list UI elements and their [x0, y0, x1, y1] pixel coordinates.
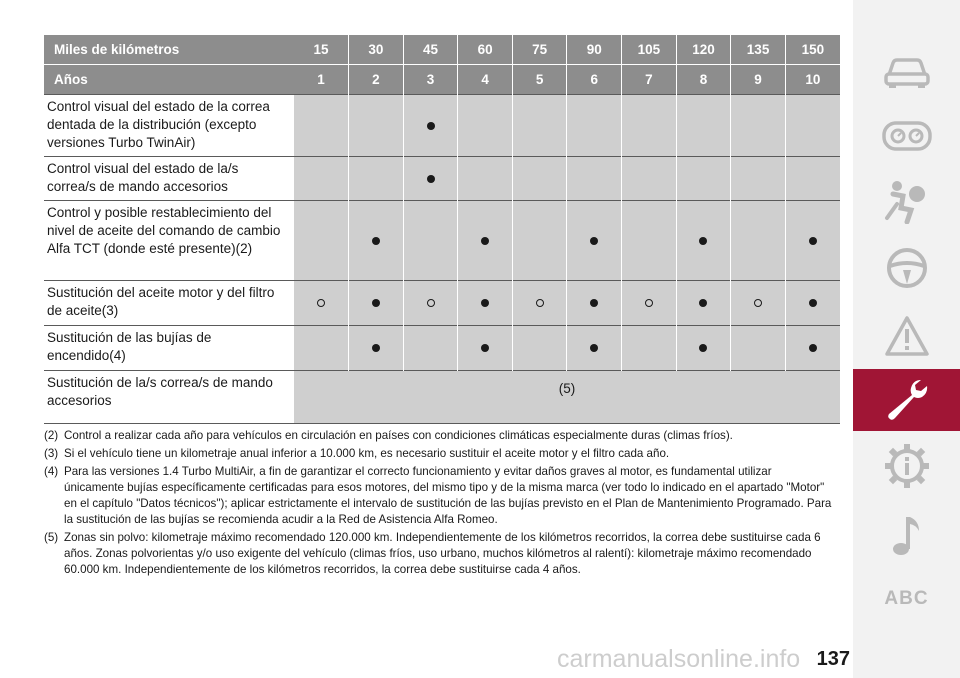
schedule-cell — [567, 326, 622, 371]
schedule-cell — [567, 95, 622, 157]
chapter-sidebar — [853, 0, 960, 678]
schedule-cell — [731, 95, 786, 157]
schedule-cell — [731, 281, 786, 326]
schedule-cell — [349, 157, 404, 201]
table-row — [44, 95, 840, 157]
filled-dot-icon — [481, 344, 489, 352]
schedule-cell — [676, 95, 731, 157]
hollow-dot-icon — [427, 299, 435, 307]
schedule-cell — [458, 201, 513, 281]
schedule-cell — [403, 201, 458, 281]
sidebar-item-emergency[interactable] — [853, 305, 960, 367]
hollow-dot-icon — [536, 299, 544, 307]
table-row — [44, 281, 840, 326]
footnote-text: Si el vehículo tiene un kilometraje anual inferior a 10.000 km, es necesario sustituir el aceite motor y el filtro cada año. — [64, 447, 670, 460]
sidebar-item-multimedia[interactable] — [853, 504, 960, 566]
schedule-cell — [567, 157, 622, 201]
schedule-cell — [731, 157, 786, 201]
hollow-dot-icon — [317, 299, 325, 307]
schedule-cell — [294, 201, 349, 281]
sidebar-item-car[interactable] — [853, 40, 960, 102]
footnote-number: (3) — [44, 447, 59, 460]
filled-dot-icon — [809, 299, 817, 307]
schedule-cell — [349, 326, 404, 371]
hollow-dot-icon — [645, 299, 653, 307]
row-description: Sustitución de la/s correa/s de mando accesorios — [44, 371, 294, 424]
footnote-number: (5) — [44, 531, 59, 544]
schedule-cell — [294, 157, 349, 201]
schedule-cell — [294, 326, 349, 371]
filled-dot-icon — [590, 299, 598, 307]
header-km-value: 105 — [622, 35, 677, 65]
sidebar-item-safety[interactable] — [853, 170, 960, 232]
header-km-value: 135 — [731, 35, 786, 65]
header-km-value: 75 — [512, 35, 567, 65]
schedule-cell — [622, 201, 677, 281]
footnote-number: (4) — [44, 465, 59, 478]
schedule-cell — [622, 281, 677, 326]
schedule-cell — [458, 95, 513, 157]
schedule-cell — [512, 326, 567, 371]
filled-dot-icon — [372, 344, 380, 352]
merged-interval-cell: (5) — [294, 371, 840, 424]
sidebar-item-technical-data[interactable] — [853, 435, 960, 497]
filled-dot-icon — [372, 299, 380, 307]
warning-triangle-icon — [884, 315, 930, 357]
header-km-label: Miles de kilómetros — [44, 35, 294, 65]
schedule-cell — [676, 281, 731, 326]
schedule-cell — [731, 201, 786, 281]
footnote-text: Para las versiones 1.4 Turbo MultiAir, a fin de garantizar el correcto funcionamiento y evitar daños graves al motor, es fundamental utilizar únicamente bujías específicamente certificadas para esos motores, del mismo tipo y de la misma marca (ver todo lo indicado en el apartado "Motor" en el capítulo "Datos técnicos"); aplicar estrictamente el intervalo de sustitución de las bujías previsto en el Plan de Mantenimiento Programado. Para la sustitución de las bujías se recomienda acudir a la Red de Asistencia Alfa Romeo. — [64, 465, 832, 526]
maintenance-schedule-table — [44, 35, 840, 424]
schedule-cell — [622, 157, 677, 201]
sidebar-item-dashboard[interactable] — [853, 105, 960, 167]
schedule-cell — [349, 281, 404, 326]
sidebar-item-maintenance[interactable] — [853, 369, 960, 431]
filled-dot-icon — [372, 237, 380, 245]
schedule-cell — [403, 157, 458, 201]
passenger-airbag-icon — [883, 178, 931, 224]
schedule-cell — [403, 326, 458, 371]
schedule-cell — [512, 201, 567, 281]
filled-dot-icon — [427, 122, 435, 130]
schedule-cell — [512, 157, 567, 201]
sidebar-item-driving[interactable] — [853, 237, 960, 299]
header-year-value: 9 — [731, 65, 786, 95]
header-years-label: Años — [44, 65, 294, 95]
header-km-value: 60 — [458, 35, 513, 65]
filled-dot-icon — [427, 175, 435, 183]
footnote-number: (2) — [44, 429, 59, 442]
schedule-cell — [731, 326, 786, 371]
schedule-cell — [785, 326, 840, 371]
header-year-value: 10 — [785, 65, 840, 95]
schedule-cell — [458, 157, 513, 201]
header-km-row — [44, 35, 840, 65]
sidebar-item-index[interactable] — [853, 568, 960, 630]
row-description: Sustitución del aceite motor y del filtro de aceite(3) — [44, 281, 294, 326]
schedule-cell — [622, 326, 677, 371]
watermark-text: carmanualsonline.info — [557, 645, 801, 673]
schedule-cell — [676, 157, 731, 201]
schedule-cell — [785, 157, 840, 201]
table-row — [44, 157, 840, 201]
filled-dot-icon — [699, 344, 707, 352]
filled-dot-icon — [481, 237, 489, 245]
music-note-icon — [889, 513, 925, 557]
header-km-value: 30 — [349, 35, 404, 65]
header-year-value: 7 — [622, 65, 677, 95]
header-year-value: 4 — [458, 65, 513, 95]
row-description: Control y posible restablecimiento del nivel de aceite del comando de cambio Alfa TCT (donde esté presente)(2) — [44, 201, 294, 281]
schedule-cell — [403, 281, 458, 326]
table-row — [44, 371, 840, 424]
wrench-icon — [883, 376, 931, 424]
filled-dot-icon — [481, 299, 489, 307]
footnote-text: Zonas sin polvo: kilometraje máximo recomendado 120.000 km. Independientemente de los kilómetros recorridos, la correa debe sustituirse cada 6 años. Zonas polvorientas y/o uso exigente del vehículo (climas fríos, uso urbano, muchos kilómetros al ralentí): kilometraje máximo recomendado 60.000 km. Independientemente de los kilómetros recorridos, la correa debe sustituirse cada 4 años. — [64, 531, 821, 576]
footnote — [44, 530, 834, 578]
schedule-cell — [458, 326, 513, 371]
schedule-cell — [512, 95, 567, 157]
schedule-cell — [785, 281, 840, 326]
filled-dot-icon — [809, 237, 817, 245]
filled-dot-icon — [590, 237, 598, 245]
header-km-value: 150 — [785, 35, 840, 65]
row-description: Sustitución de las bujías de encendido(4) — [44, 326, 294, 371]
schedule-cell — [349, 95, 404, 157]
schedule-cell — [567, 201, 622, 281]
header-km-value: 15 — [294, 35, 349, 65]
schedule-cell — [785, 95, 840, 157]
header-km-value: 45 — [403, 35, 458, 65]
schedule-cell — [294, 95, 349, 157]
filled-dot-icon — [590, 344, 598, 352]
schedule-cell — [349, 201, 404, 281]
header-years-row — [44, 65, 840, 95]
steering-wheel-icon — [885, 246, 929, 290]
footnote — [44, 446, 834, 462]
hollow-dot-icon — [754, 299, 762, 307]
footnotes — [44, 428, 834, 580]
info-gear-icon — [884, 443, 930, 489]
table-row — [44, 201, 840, 281]
schedule-cell — [676, 326, 731, 371]
header-year-value: 5 — [512, 65, 567, 95]
schedule-cell — [512, 281, 567, 326]
header-year-value: 8 — [676, 65, 731, 95]
header-year-value: 2 — [349, 65, 404, 95]
abc-index-label: ABC — [884, 588, 929, 609]
footnote — [44, 428, 834, 444]
footnote-text: Control a realizar cada año para vehículos en circulación en países con condiciones climáticas especialmente duras (climas fríos). — [64, 429, 733, 442]
footnote — [44, 464, 834, 528]
filled-dot-icon — [699, 299, 707, 307]
schedule-cell — [676, 201, 731, 281]
schedule-cell — [294, 281, 349, 326]
filled-dot-icon — [809, 344, 817, 352]
schedule-cell — [622, 95, 677, 157]
header-year-value: 1 — [294, 65, 349, 95]
row-description: Control visual del estado de la/s correa/s de mando accesorios — [44, 157, 294, 201]
schedule-cell — [403, 95, 458, 157]
row-description: Control visual del estado de la correa dentada de la distribución (excepto versiones Turbo TwinAir) — [44, 95, 294, 157]
car-icon — [883, 51, 931, 91]
header-km-value: 120 — [676, 35, 731, 65]
header-year-value: 6 — [567, 65, 622, 95]
header-year-value: 3 — [403, 65, 458, 95]
schedule-cell — [785, 201, 840, 281]
table-row — [44, 326, 840, 371]
filled-dot-icon — [699, 237, 707, 245]
schedule-cell — [567, 281, 622, 326]
header-km-value: 90 — [567, 35, 622, 65]
dashboard-gauges-icon — [882, 119, 932, 153]
schedule-cell — [458, 281, 513, 326]
page-number: 137 — [816, 648, 850, 670]
